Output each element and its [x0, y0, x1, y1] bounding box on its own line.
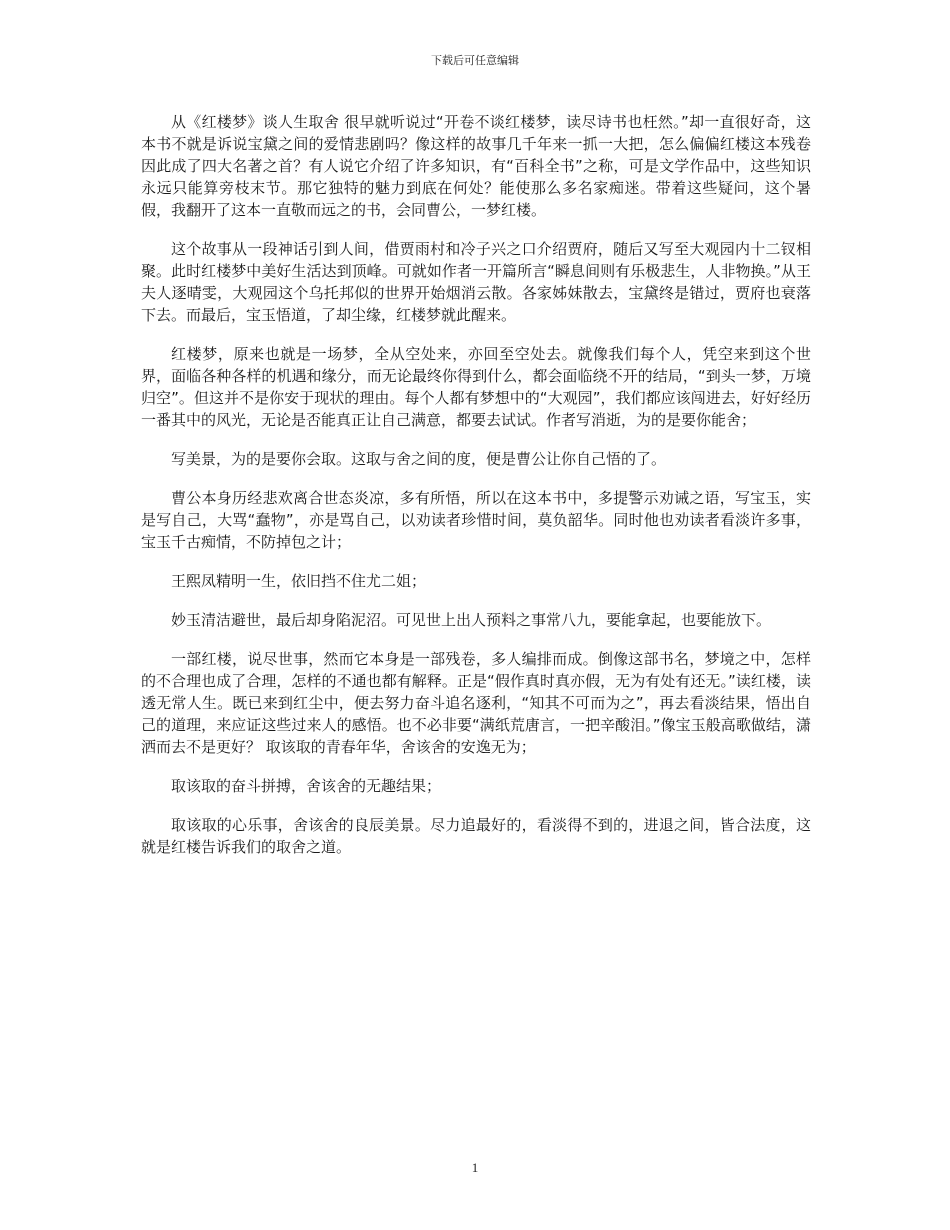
- paragraph-6: 王熙凤精明一生，依旧挡不住尤二姐；: [171, 572, 427, 590]
- paragraph-7: 妙玉清洁避世，最后却身陷泥沼。可见世上出人预料之事常八九，要能拿起，也要能放下。: [171, 611, 772, 629]
- paragraph-4: 写美景，为的是要你会取。这取与舍之间的度，便是曹公让你自己悟的了。: [171, 450, 667, 468]
- paragraph-9: 取该取的奋斗拼搏，舍该舍的无趣结果；: [171, 777, 442, 795]
- paragraph-2: 这个故事从一段神话引到人间，借贾雨村和冷子兴之口介绍贾府，随后又写至大观园内十二钗相聚。此时红楼梦中美好生活达到顶峰。可就如作者一开篇所言“瞬息间则有乐极悲生，人非物换。”从王夫人逐晴雯，大观园这个乌托邦似的世界开始烟消云散。各家姊妹散去，宝黛终是错过，贾府也衰落下去。而最后，宝玉悟道，了却尘缘，红楼梦就此醒来。: [141, 240, 811, 324]
- paragraph-8: 一部红楼，说尽世事，然而它本身是一部残卷，多人编排而成。倒像这部书名，梦境之中，怎样的不合理也成了合理，怎样的不通也都有解释。正是“假作真时真亦假，无为有处有还无。”读红楼，读透无常人生。既已来到红尘中，便去努力奋斗追名逐利，“知其不可而为之”，再去看淡结果，悟出自己的道理，来应证这些过来人的感悟。也不必非要“满纸荒唐言，一把辛酸泪。”像宝玉般高歌做结，潇洒而去不是更好？ 取该取的青春年华，舍该舍的安逸无为；: [141, 650, 811, 756]
- paragraph-5: 曹公本身历经悲欢离合世态炎凉，多有所悟，所以在这本书中，多提警示劝诫之语，写宝玉，实是写自己，大骂“蠢物”，亦是骂自己，以劝读者珍惜时间，莫负韶华。同时他也劝读者看淡许多事，宝玉千古痴情，不防掉包之计；: [141, 489, 811, 551]
- document-body: [141, 111, 811, 875]
- paragraph-3: 红楼梦，原来也就是一场梦，全从空处来，亦回至空处去。就像我们每个人，凭空来到这个世界，面临各种各样的机遇和缘分，而无论最终你得到什么，都会面临绕不开的结局，“到头一梦，万境归空”。但这并不是你安于现状的理由。每个人都有梦想中的“大观园”，我们都应该闯进去，好好经历一番其中的风光，无论是否能真正让自己满意，都要去试试。作者写消逝，为的是要你能舍；: [141, 345, 811, 429]
- paragraph-1: 从《红楼梦》谈人生取舍 很早就听说过“开卷不谈红楼梦，读尽诗书也枉然。”却一直很好奇，这本书不就是诉说宝黛之间的爱情悲剧吗？像这样的故事几千年来一抓一大把，怎么偏偏红楼这本残卷因此成了四大名著之首？有人说它介绍了许多知识，有“百科全书”之称，可是文学作品中，这些知识永远只能算旁枝末节。那它独特的魅力到底在何处？能使那么多名家痴迷。带着这些疑问，这个暑假，我翻开了这本一直敬而远之的书，会同曹公，一梦红楼。: [141, 113, 811, 219]
- page-number: 1: [471, 1160, 479, 1175]
- page-header: 下载后可任意编辑: [431, 54, 519, 67]
- paragraph-10: 取该取的心乐事，舍该舍的良辰美景。尽力追最好的，看淡得不到的，进退之间，皆合法度，这就是红楼告诉我们的取舍之道。: [141, 816, 811, 856]
